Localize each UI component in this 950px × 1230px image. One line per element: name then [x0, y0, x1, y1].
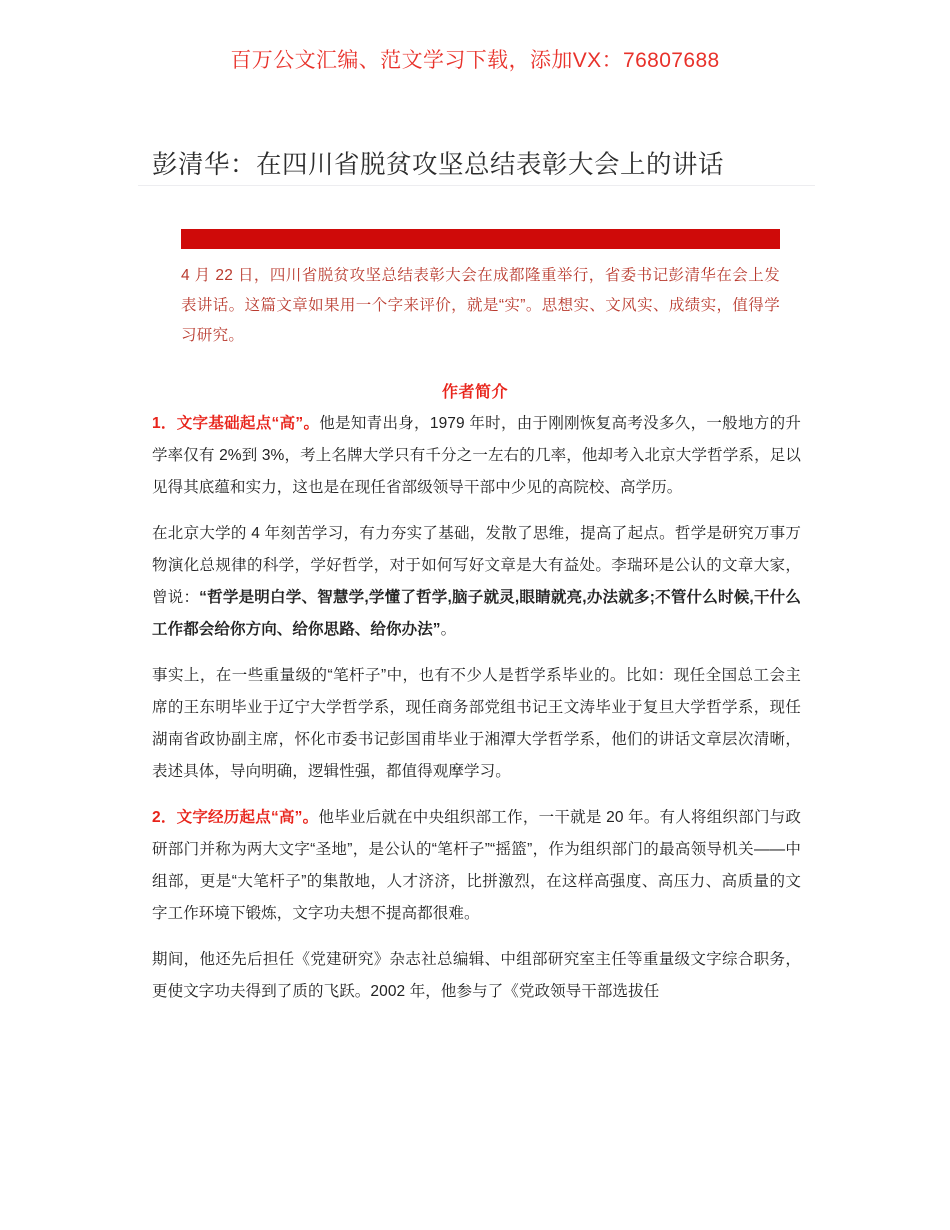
paragraph-1-lead: 1．文字基础起点“高”。	[152, 415, 320, 432]
callout-red-bar	[181, 229, 780, 249]
paragraph-2-body-post: 。	[440, 621, 457, 638]
callout-summary-text: 4 月 22 日，四川省脱贫攻坚总结表彰大会在成都隆重举行，省委书记彭清华在会上发表讲话。这篇文章如果用一个字来评价，就是“实”。思想实、文风实、成绩实，值得学习研究。	[181, 267, 780, 344]
paragraph-5	[152, 944, 801, 1008]
paragraph-5-body: 期间，他还先后担任《党建研究》杂志社总编辑、中组部研究室主任等重量级文字综合职务，更使文字功夫得到了质的飞跃。2002 年，他参与了《党政领导干部选拔任	[152, 951, 801, 1000]
callout-block	[181, 229, 780, 351]
section-heading-author-intro: 作者简介	[441, 384, 508, 401]
paragraph-4-lead: 2．文字经历起点“高”。	[152, 809, 319, 826]
paragraph-3-body: 事实上，在一些重量级的“笔杆子”中，也有不少人是哲学系毕业的。比如：现任全国总工会主席的王东明毕业于辽宁大学哲学系，现任商务部党组书记王文涛毕业于复旦大学哲学系，现任湖南省政协副主席，怀化市委书记彭国甫毕业于湘潭大学哲学系，他们的讲话文章层次清晰，表述具体，导向明确，逻辑性强，都值得观摩学习。	[152, 667, 801, 780]
paragraph-2	[152, 518, 801, 646]
body-content	[152, 408, 801, 1022]
title-divider	[138, 185, 815, 186]
promo-banner-text: 百万公文汇编、范文学习下载，添加VX：76807688	[230, 49, 720, 72]
paragraph-2-quote: “哲学是明白学、智慧学,学懂了哲学,脑子就灵,眼睛就亮,办法就多;不管什么时候,干什么工作都会给你方向、给你思路、给你办法”	[152, 589, 801, 638]
paragraph-4	[152, 802, 801, 930]
paragraph-3	[152, 660, 801, 788]
paragraph-4-body: 他毕业后就在中央组织部工作，一干就是 20 年。有人将组织部门与政研部门并称为两大文字“圣地”，是公认的“笔杆子”“摇篮”，作为组织部门的最高领导机关——中组部，更是“大笔杆子”的集散地，人才济济，比拼激烈，在这样高强度、高压力、高质量的文字工作环境下锻炼，文字功夫想不提高都很难。	[152, 809, 802, 922]
paragraph-1-body: 他是知青出身，1979 年时，由于刚刚恢复高考没多久，一般地方的升学率仅有 2%到 3%，考上名牌大学只有千分之一左右的几率，他却考入北京大学哲学系，足以见得其底蕴和实力，这也是在现任省部级领导干部中少见的高院校、高学历。	[152, 415, 801, 496]
paragraph-2-body-pre: 在北京大学的 4 年刻苦学习，有力夯实了基础，发散了思维，提高了起点。哲学是研究万事万物演化总规律的科学，学好哲学，对于如何写好文章是大有益处。李瑞环是公认的文章大家，曾说：	[152, 525, 801, 606]
page-title: 彭清华：在四川省脱贫攻坚总结表彰大会上的讲话	[152, 151, 725, 180]
paragraph-1	[152, 408, 801, 504]
